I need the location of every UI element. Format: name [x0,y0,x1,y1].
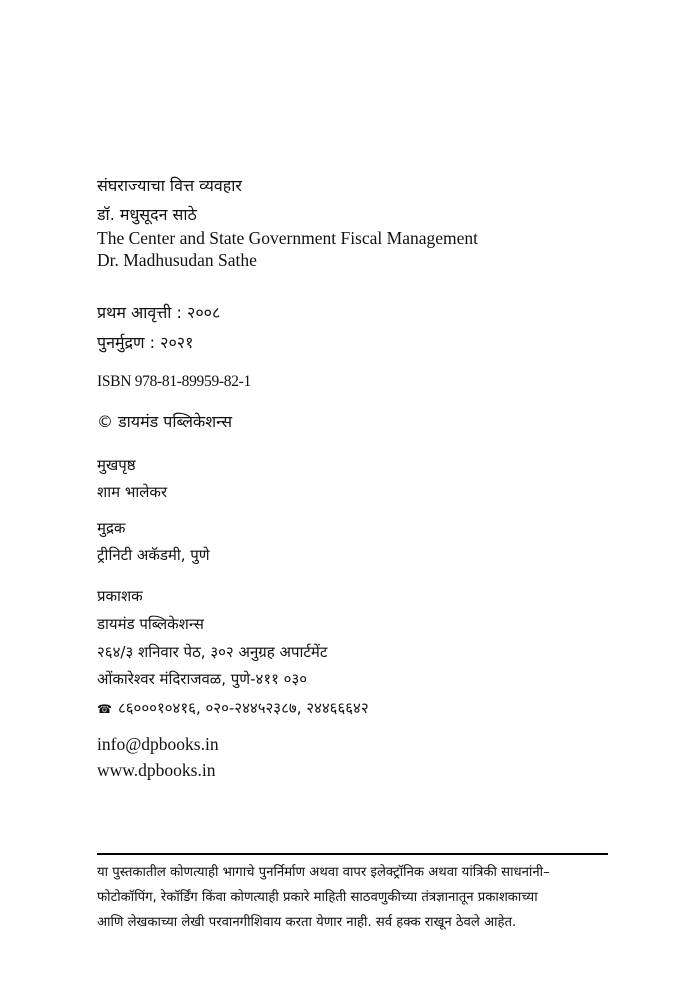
publisher-address-line2: ओंकारेश्वर मंदिराजवळ, पुणे-४११ ०३० [97,670,308,688]
publisher-website[interactable]: www.dpbooks.in [97,760,216,780]
publisher-label: प्रकाशक [97,587,143,605]
telephone-icon: ☎ [97,702,112,716]
publisher-name: डायमंड पब्लिकेशन्स [97,615,204,633]
publisher-phones: ८६०००१०४१६, ०२०-२४४५२३८७, २४४६६६४२ [117,699,369,717]
cover-label: मुखपृष्ठ [97,456,136,474]
reprint-year: पुनर्मुद्रण : २०२१ [97,333,194,352]
publisher-phones-row [97,698,369,718]
divider-rule [97,853,608,855]
rights-notice-line2: फोटोकॉपिंग, रेकॉर्डिंग किंवा कोणत्याही प्रकारे माहिती साठवणुकीच्या तंत्रज्ञानातून प्रकाशकाच्या [97,890,538,905]
rights-notice-line1: या पुस्तकातील कोणत्याही भागाचे पुनर्निर्माण अथवा वापर इलेक्ट्रॉनिक अथवा यांत्रिकी साधनांनी– [97,865,550,880]
author-marathi: डॉ. मधुसूदन साठे [97,205,197,224]
book-title-marathi: संघराज्याचा वित्त व्यवहार [97,176,242,195]
rights-notice [97,860,612,935]
cover-artist: शाम भालेकर [97,483,168,501]
book-title-english: The Center and State Government Fiscal Management [97,228,478,248]
author-english: Dr. Madhusudan Sathe [97,250,257,270]
publisher-email[interactable]: info@dpbooks.in [97,734,219,754]
publisher-address-line1: २६४/३ शनिवार पेठ, ३०२ अनुग्रह अपार्टमेंट [97,643,328,661]
printer-name: ट्रीनिटी अकॅडमी, पुणे [97,546,210,564]
copyright-line: © डायमंड पब्लिकेशन्स [97,412,233,431]
isbn: ISBN 978-81-89959-82-1 [97,373,251,390]
rights-notice-line3: आणि लेखकाच्या लेखी परवानगीशिवाय करता येणार नाही. सर्व हक्क राखून ठेवले आहेत. [97,915,517,930]
printer-label: मुद्रक [97,519,126,537]
first-edition: प्रथम आवृत्ती : २००८ [97,303,221,322]
